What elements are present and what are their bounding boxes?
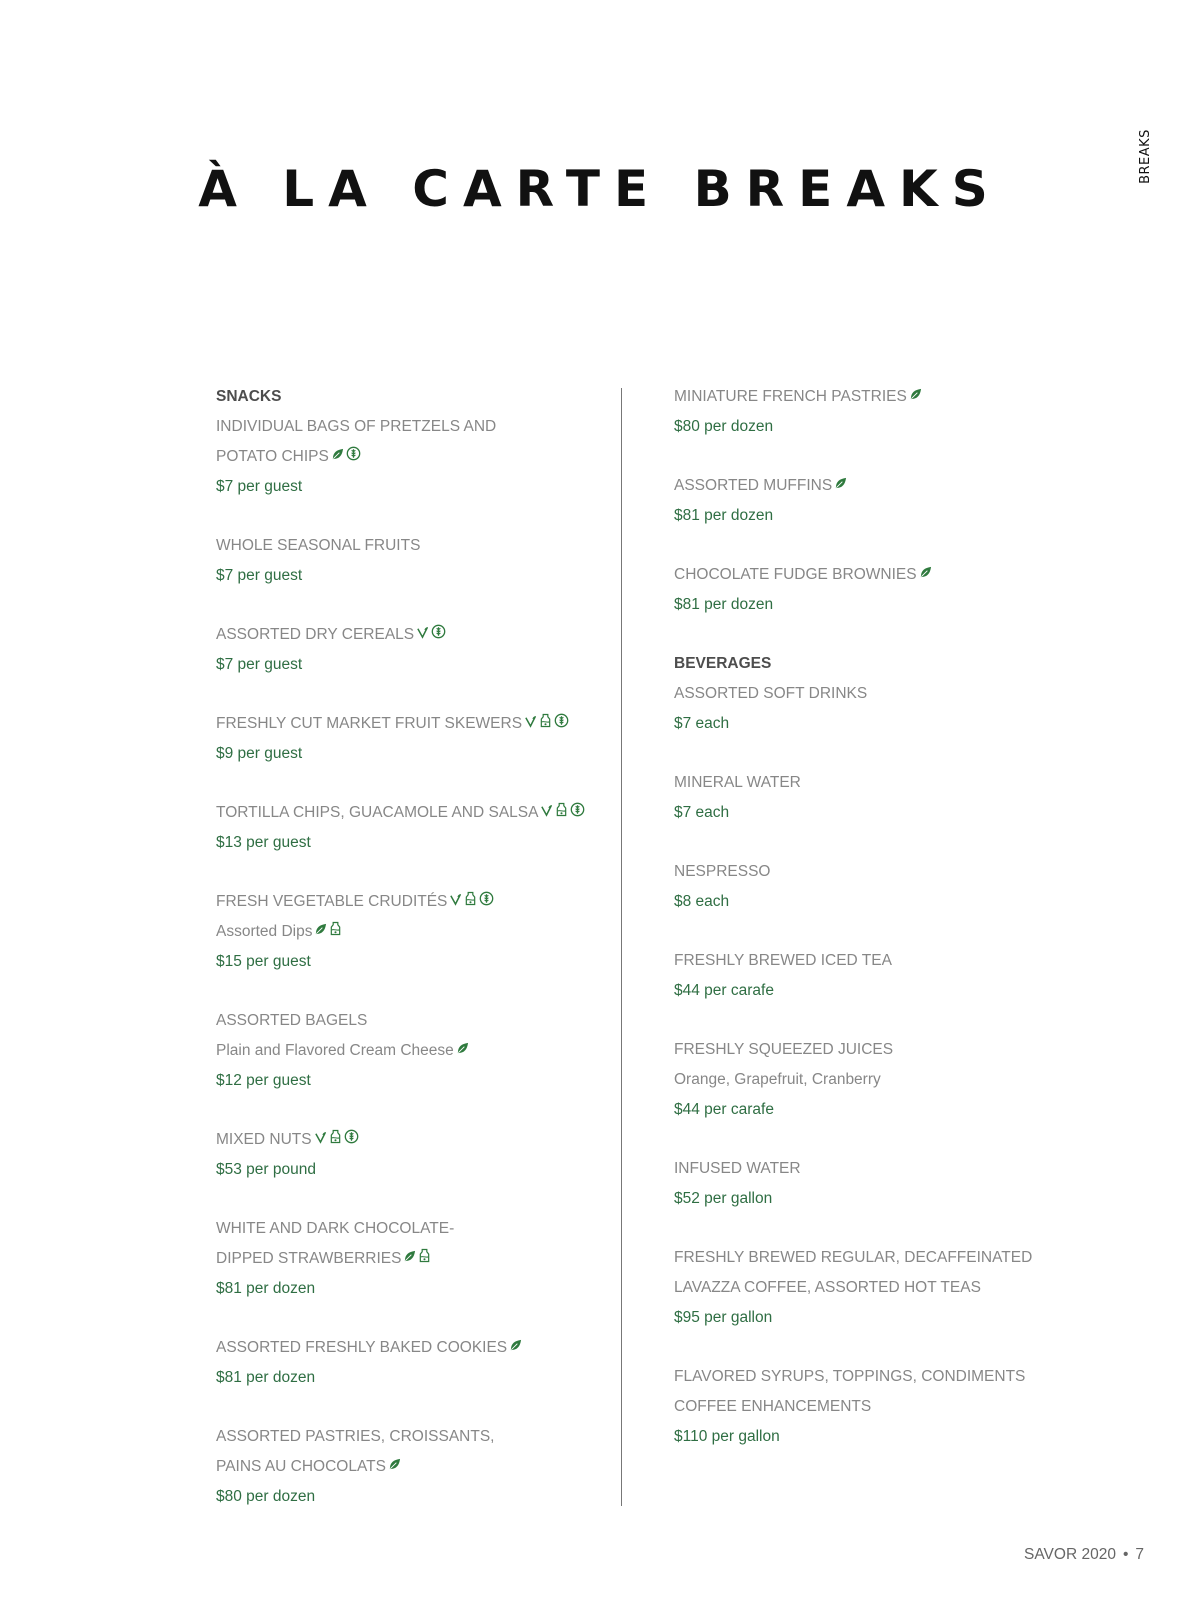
- snacks-heading: SNACKS: [216, 388, 282, 405]
- item-description: [216, 1036, 596, 1066]
- item-name-text: INDIVIDUAL BAGS OF PRETZELS AND: [216, 418, 497, 435]
- dairy-free-icon: [539, 709, 552, 739]
- item-name: [216, 1006, 596, 1036]
- right-column: [674, 382, 1074, 1452]
- item-name: [674, 382, 1074, 412]
- item-name: [674, 1154, 1074, 1184]
- item-price: $7 per guest: [216, 567, 303, 584]
- item-spacer: [216, 591, 596, 620]
- item-spacer: [674, 828, 1074, 857]
- item-spacer: [674, 1214, 1074, 1243]
- item-name: [674, 768, 1074, 798]
- item-spacer: [216, 1096, 596, 1125]
- footer-publication: SAVOR 2020: [1024, 1546, 1116, 1563]
- page-title: À LA CARTE BREAKS: [198, 160, 1002, 218]
- item-name-line: [674, 1392, 1074, 1422]
- item-name-text: PAINS AU CHOCOLATS: [216, 1458, 386, 1476]
- leaf-icon: [834, 471, 847, 501]
- item-name-text: TORTILLA CHIPS, GUACAMOLE AND SALSA: [216, 804, 539, 822]
- dairy-free-icon: [329, 917, 342, 947]
- snacks-list: [216, 412, 596, 1512]
- item-price: $44 per carafe: [674, 1101, 774, 1118]
- gluten-free-icon: [346, 442, 361, 472]
- item-name: [674, 471, 1074, 501]
- vegan-icon: [449, 887, 462, 917]
- page-number: 7: [1135, 1546, 1144, 1563]
- menu-item: [216, 1422, 596, 1512]
- menu-item: [674, 1362, 1074, 1452]
- item-name-text: FLAVORED SYRUPS, TOPPINGS, CONDIMENTS: [674, 1368, 1026, 1385]
- leaf-icon: [456, 1036, 469, 1066]
- item-price: $52 per gallon: [674, 1190, 773, 1207]
- menu-item: [216, 1125, 596, 1214]
- item-price: $81 per dozen: [674, 596, 774, 613]
- item-price: $7 each: [674, 715, 730, 732]
- dairy-free-icon: [418, 1244, 431, 1274]
- menu-item: [216, 1006, 596, 1125]
- item-name-text: ASSORTED MUFFINS: [674, 477, 833, 495]
- item-name-text: ASSORTED BAGELS: [216, 1012, 368, 1029]
- item-name-text: FRESH VEGETABLE CRUDITÉS: [216, 893, 448, 911]
- item-price: $95 per gallon: [674, 1309, 773, 1326]
- item-name-text: MINERAL WATER: [674, 774, 801, 791]
- item-name: [674, 679, 1074, 709]
- item-name-line: [216, 1244, 596, 1274]
- item-price: $53 per pound: [216, 1161, 316, 1178]
- item-price: $15 per guest: [216, 953, 311, 970]
- menu-item: [216, 798, 596, 887]
- item-spacer: [674, 1006, 1074, 1035]
- item-price: $9 per guest: [216, 745, 303, 762]
- left-column: [216, 382, 596, 1512]
- item-name: [216, 531, 596, 561]
- item-spacer: [216, 769, 596, 798]
- beverages-heading: BEVERAGES: [674, 655, 772, 672]
- item-name-text: LAVAZZA COFFEE, ASSORTED HOT TEAS: [674, 1279, 981, 1296]
- item-name-line: [216, 442, 596, 472]
- menu-item: [216, 887, 596, 1006]
- vegan-icon: [416, 620, 429, 650]
- leaf-icon: [388, 1452, 401, 1482]
- item-name-text: DIPPED STRAWBERRIES: [216, 1250, 402, 1268]
- item-price: $110 per gallon: [674, 1428, 780, 1445]
- menu-item: [674, 382, 1074, 471]
- item-name-line: [674, 1243, 1074, 1273]
- item-name-text: FRESHLY BREWED REGULAR, DECAFFEINATED: [674, 1249, 1033, 1266]
- item-name-text: ASSORTED SOFT DRINKS: [674, 685, 868, 702]
- item-description: [216, 917, 596, 947]
- menu-item: [216, 709, 596, 798]
- item-spacer: [216, 1185, 596, 1214]
- gluten-free-icon: [431, 620, 446, 650]
- item-spacer: [216, 1393, 596, 1422]
- menu-item: [674, 560, 1074, 649]
- item-spacer: [674, 442, 1074, 471]
- page-footer: [1024, 1546, 1144, 1564]
- item-name-text: NESPRESSO: [674, 863, 771, 880]
- menu-item: [674, 946, 1074, 1035]
- menu-item: [674, 1035, 1074, 1154]
- leaf-icon: [403, 1244, 416, 1274]
- item-spacer: [674, 739, 1074, 768]
- item-name-text: POTATO CHIPS: [216, 448, 329, 466]
- gluten-free-icon: [479, 887, 494, 917]
- item-name-line: [674, 1273, 1074, 1303]
- item-name-text: INFUSED WATER: [674, 1160, 801, 1177]
- item-name: [674, 857, 1074, 887]
- gluten-free-icon: [570, 798, 585, 828]
- item-name: [216, 887, 596, 917]
- menu-item: [674, 1243, 1074, 1362]
- item-description-text: Assorted Dips: [216, 923, 313, 941]
- item-price: $7 each: [674, 804, 730, 821]
- footer-separator: •: [1122, 1546, 1129, 1563]
- gluten-free-icon: [344, 1125, 359, 1155]
- item-price: $80 per dozen: [674, 418, 774, 435]
- item-name: [674, 946, 1074, 976]
- item-name-text: FRESHLY SQUEEZED JUICES: [674, 1041, 894, 1058]
- item-price: $81 per dozen: [216, 1280, 316, 1297]
- item-spacer: [674, 1333, 1074, 1362]
- item-name-text: FRESHLY BREWED ICED TEA: [674, 952, 892, 969]
- item-name: [216, 1125, 596, 1155]
- menu-item: [216, 620, 596, 709]
- item-price: $80 per dozen: [216, 1488, 316, 1505]
- pastries-list: [674, 382, 1074, 649]
- item-description-text: Plain and Flavored Cream Cheese: [216, 1042, 454, 1060]
- item-name-text: COFFEE ENHANCEMENTS: [674, 1398, 872, 1415]
- item-price: $7 per guest: [216, 478, 303, 495]
- item-name-text: FRESHLY CUT MARKET FRUIT SKEWERS: [216, 715, 523, 733]
- item-spacer: [674, 531, 1074, 560]
- menu-item: [674, 471, 1074, 560]
- item-name-line: [216, 1422, 596, 1452]
- item-spacer: [216, 502, 596, 531]
- menu-item: [216, 531, 596, 620]
- item-name: [216, 798, 596, 828]
- item-name-text: MINIATURE FRENCH PASTRIES: [674, 388, 907, 406]
- menu-item: [674, 768, 1074, 857]
- item-name-line: [216, 412, 596, 442]
- item-spacer: [674, 620, 1074, 649]
- menu-item: [216, 1214, 596, 1333]
- item-spacer: [216, 680, 596, 709]
- menu-item: [216, 1333, 596, 1422]
- beverages-list: [674, 679, 1074, 1452]
- item-price: $8 each: [674, 893, 730, 910]
- item-description: [674, 1065, 1074, 1095]
- item-name: [216, 1333, 596, 1363]
- item-price: $81 per dozen: [674, 507, 774, 524]
- item-name-line: [674, 1362, 1074, 1392]
- item-name-text: ASSORTED FRESHLY BAKED COOKIES: [216, 1339, 508, 1357]
- item-price: $44 per carafe: [674, 982, 774, 999]
- menu-item: [674, 1154, 1074, 1243]
- leaf-icon: [509, 1333, 522, 1363]
- item-name-text: CHOCOLATE FUDGE BROWNIES: [674, 566, 917, 584]
- item-price: $12 per guest: [216, 1072, 311, 1089]
- menu-item: [674, 679, 1074, 768]
- item-price: $13 per guest: [216, 834, 311, 851]
- vegan-icon: [314, 1125, 327, 1155]
- column-divider: [621, 388, 622, 1506]
- item-name-line: [216, 1214, 596, 1244]
- dairy-free-icon: [555, 798, 568, 828]
- item-name-text: ASSORTED DRY CEREALS: [216, 626, 415, 644]
- item-name-text: WHOLE SEASONAL FRUITS: [216, 537, 421, 554]
- item-spacer: [216, 977, 596, 1006]
- item-spacer: [216, 858, 596, 887]
- item-name: [216, 620, 596, 650]
- item-spacer: [674, 917, 1074, 946]
- item-price: $81 per dozen: [216, 1369, 316, 1386]
- menu-item: [674, 857, 1074, 946]
- dairy-free-icon: [464, 887, 477, 917]
- item-name: [674, 1035, 1074, 1065]
- item-name-text: WHITE AND DARK CHOCOLATE-: [216, 1220, 455, 1237]
- side-tab-label: BREAKS: [1137, 128, 1153, 184]
- gluten-free-icon: [554, 709, 569, 739]
- item-name-line: [216, 1452, 596, 1482]
- item-price: $7 per guest: [216, 656, 303, 673]
- vegan-icon: [524, 709, 537, 739]
- item-description-text: Orange, Grapefruit, Cranberry: [674, 1071, 881, 1088]
- vegan-icon: [540, 798, 553, 828]
- leaf-icon: [314, 917, 327, 947]
- item-name-text: MIXED NUTS: [216, 1131, 312, 1149]
- leaf-icon: [909, 382, 922, 412]
- item-name: [674, 560, 1074, 590]
- item-spacer: [216, 1304, 596, 1333]
- leaf-icon: [331, 442, 344, 472]
- item-name-text: ASSORTED PASTRIES, CROISSANTS,: [216, 1428, 495, 1445]
- leaf-icon: [919, 560, 932, 590]
- menu-item: [216, 412, 596, 531]
- dairy-free-icon: [329, 1125, 342, 1155]
- item-name: [216, 709, 596, 739]
- item-spacer: [674, 1125, 1074, 1154]
